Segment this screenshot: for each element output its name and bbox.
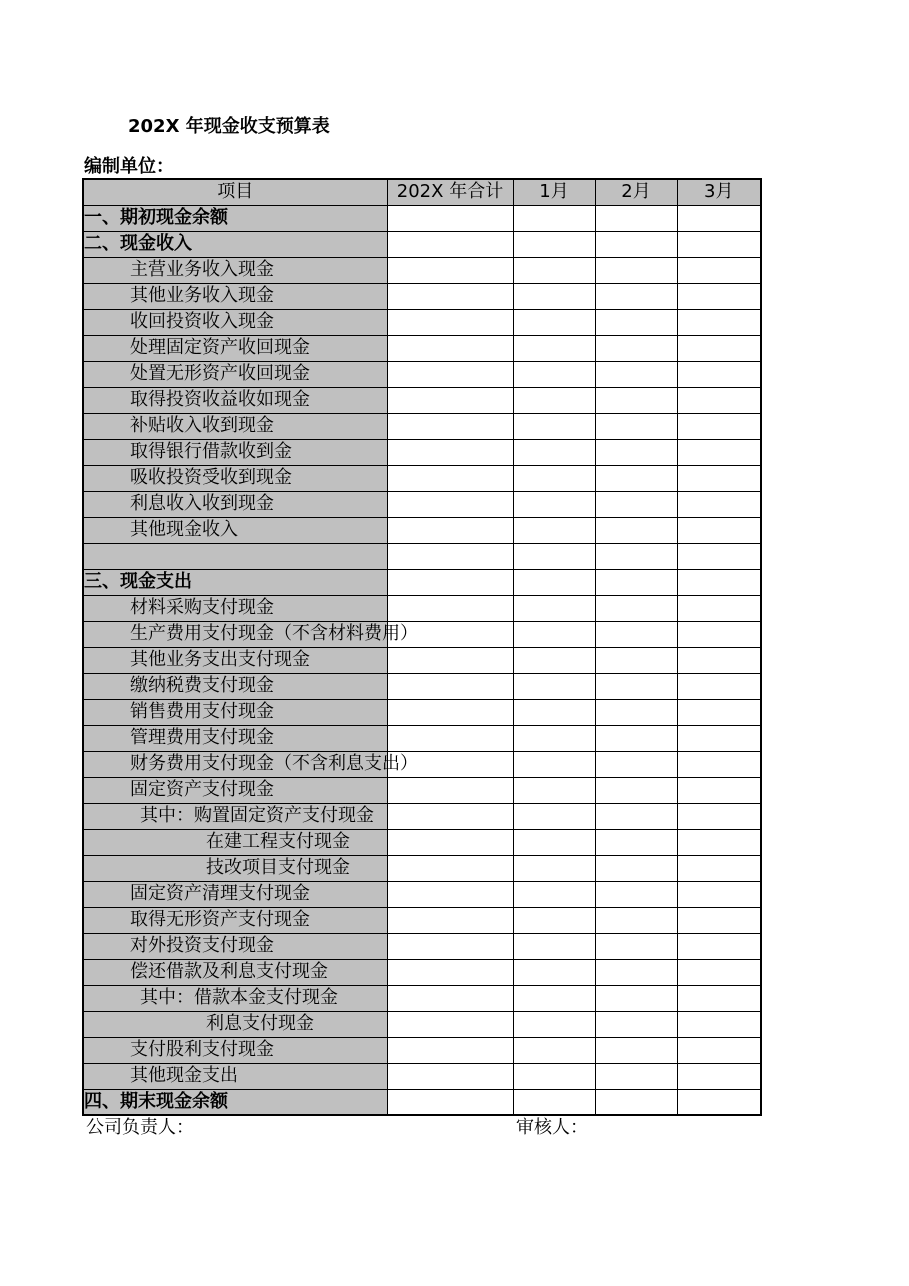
month-3-cell[interactable] [677,387,761,413]
annual-total-cell[interactable] [387,205,513,231]
annual-total-cell[interactable] [387,309,513,335]
month-1-cell[interactable] [513,855,595,881]
row-label: 利息支付现金 [83,1011,387,1037]
month-3-cell[interactable] [677,465,761,491]
month-1-cell[interactable] [513,205,595,231]
month-3-cell[interactable] [677,231,761,257]
prepared-by-label: 编制单位： [84,156,174,177]
annual-total-cell[interactable] [387,1063,513,1089]
row-label: 三、现金支出 [83,569,387,595]
month-1-cell[interactable] [513,881,595,907]
month-1-cell[interactable] [513,413,595,439]
month-1-cell[interactable] [513,803,595,829]
row-label: 技改项目支付现金 [83,855,387,881]
row-label: 支付股利支付现金 [83,1037,387,1063]
month-1-cell[interactable] [513,569,595,595]
month-3-cell[interactable] [677,985,761,1011]
table-row [83,309,761,335]
table-row [83,361,761,387]
month-2-cell[interactable] [595,959,677,985]
annual-total-cell[interactable] [387,491,513,517]
row-label: 生产费用支付现金（不含材料费用） [83,621,387,647]
month-2-cell[interactable] [595,283,677,309]
table-row [83,1037,761,1063]
row-label: 取得投资收益收如现金 [83,387,387,413]
month-2-cell[interactable] [595,829,677,855]
annual-total-cell[interactable] [387,855,513,881]
table-row [83,1011,761,1037]
row-label: 财务费用支付现金（不含利息支出） [83,751,387,777]
column-header-month-1: 1月 [513,179,595,205]
row-label: 补贴收入收到现金 [83,413,387,439]
annual-total-cell[interactable] [387,959,513,985]
row-label: 其中：借款本金支付现金 [83,985,387,1011]
month-3-cell[interactable] [677,491,761,517]
month-2-cell[interactable] [595,361,677,387]
table-row [83,673,761,699]
month-2-cell[interactable] [595,413,677,439]
month-1-cell[interactable] [513,829,595,855]
annual-total-cell[interactable] [387,387,513,413]
table-row [83,699,761,725]
page-title: 202X 年现金收支预算表 [128,116,330,137]
annual-total-cell[interactable] [387,699,513,725]
annual-total-cell[interactable] [387,413,513,439]
month-1-cell[interactable] [513,647,595,673]
row-label: 四、期末现金余额 [83,1089,387,1115]
table-header-row [83,179,761,205]
annual-total-cell[interactable] [387,361,513,387]
month-1-cell[interactable] [513,621,595,647]
month-3-cell[interactable] [677,907,761,933]
row-label: 在建工程支付现金 [83,829,387,855]
table-row [83,881,761,907]
month-2-cell[interactable] [595,1037,677,1063]
column-header-month-3: 3月 [677,179,761,205]
month-1-cell[interactable] [513,257,595,283]
month-1-cell[interactable] [513,1063,595,1089]
month-2-cell[interactable] [595,205,677,231]
month-3-cell[interactable] [677,205,761,231]
row-label-empty [83,543,387,569]
month-3-cell[interactable] [677,257,761,283]
table-row [83,985,761,1011]
month-1-cell[interactable] [513,439,595,465]
month-2-cell[interactable] [595,595,677,621]
month-1-cell[interactable] [513,725,595,751]
table-row [83,829,761,855]
row-label: 管理费用支付现金 [83,725,387,751]
table-row [83,439,761,465]
month-3-cell[interactable] [677,595,761,621]
annual-total-cell[interactable] [387,595,513,621]
table-row [83,1063,761,1089]
month-2-cell[interactable] [595,543,677,569]
month-2-cell[interactable] [595,933,677,959]
row-label: 取得银行借款收到金 [83,439,387,465]
annual-total-cell[interactable] [387,1089,513,1115]
table-row [83,283,761,309]
table-row [83,595,761,621]
annual-total-cell[interactable] [387,647,513,673]
month-3-cell[interactable] [677,335,761,361]
month-1-cell[interactable] [513,933,595,959]
annual-total-cell[interactable] [387,543,513,569]
row-label: 其他业务收入现金 [83,283,387,309]
month-3-cell[interactable] [677,829,761,855]
table-row [83,907,761,933]
annual-total-cell[interactable] [387,257,513,283]
month-3-cell[interactable] [677,647,761,673]
annual-total-cell[interactable] [387,517,513,543]
month-2-cell[interactable] [595,309,677,335]
month-1-cell[interactable] [513,595,595,621]
month-2-cell[interactable] [595,1063,677,1089]
month-1-cell[interactable] [513,751,595,777]
table-row [83,491,761,517]
month-2-cell[interactable] [595,647,677,673]
row-label: 一、期初现金余额 [83,205,387,231]
month-3-cell[interactable] [677,413,761,439]
month-2-cell[interactable] [595,231,677,257]
month-1-cell[interactable] [513,673,595,699]
month-1-cell[interactable] [513,231,595,257]
table-row [83,777,761,803]
month-1-cell[interactable] [513,543,595,569]
month-2-cell[interactable] [595,621,677,647]
annual-total-cell[interactable] [387,465,513,491]
month-2-cell[interactable] [595,439,677,465]
month-3-cell[interactable] [677,309,761,335]
row-label: 吸收投资受收到现金 [83,465,387,491]
table-row [83,257,761,283]
month-3-cell[interactable] [677,1089,761,1115]
month-2-cell[interactable] [595,673,677,699]
row-label: 利息收入收到现金 [83,491,387,517]
month-1-cell[interactable] [513,361,595,387]
table-row [83,959,761,985]
month-3-cell[interactable] [677,751,761,777]
row-label: 材料采购支付现金 [83,595,387,621]
month-3-cell[interactable] [677,725,761,751]
month-3-cell[interactable] [677,1037,761,1063]
row-label: 其他业务支出支付现金 [83,647,387,673]
month-1-cell[interactable] [513,283,595,309]
month-2-cell[interactable] [595,257,677,283]
table-row [83,569,761,595]
month-2-cell[interactable] [595,985,677,1011]
annual-total-cell[interactable] [387,725,513,751]
month-2-cell[interactable] [595,777,677,803]
month-3-cell[interactable] [677,569,761,595]
cash-budget-table [82,178,762,1116]
row-label: 其中：购置固定资产支付现金 [83,803,387,829]
column-header-item: 项目 [83,179,387,205]
month-2-cell[interactable] [595,335,677,361]
month-2-cell[interactable] [595,699,677,725]
row-label: 其他现金收入 [83,517,387,543]
column-header-month-2: 2月 [595,179,677,205]
month-2-cell[interactable] [595,725,677,751]
annual-total-cell[interactable] [387,1037,513,1063]
table-row [83,855,761,881]
month-1-cell[interactable] [513,907,595,933]
annual-total-cell[interactable] [387,439,513,465]
annual-total-cell[interactable] [387,881,513,907]
month-2-cell[interactable] [595,1089,677,1115]
month-2-cell[interactable] [595,1011,677,1037]
annual-total-cell[interactable] [387,777,513,803]
month-2-cell[interactable] [595,751,677,777]
column-header-annual-total: 202X 年合计 [387,179,513,205]
table-row [83,803,761,829]
month-2-cell[interactable] [595,881,677,907]
annual-total-cell[interactable] [387,673,513,699]
annual-total-cell[interactable] [387,933,513,959]
row-label: 二、现金收入 [83,231,387,257]
month-1-cell[interactable] [513,777,595,803]
month-1-cell[interactable] [513,465,595,491]
month-1-cell[interactable] [513,1011,595,1037]
month-3-cell[interactable] [677,1011,761,1037]
month-1-cell[interactable] [513,1037,595,1063]
table-row [83,465,761,491]
row-label: 收回投资收入现金 [83,309,387,335]
annual-total-cell[interactable] [387,1011,513,1037]
table-row [83,517,761,543]
table-row [83,335,761,361]
table-row [83,413,761,439]
row-label: 其他现金支出 [83,1063,387,1089]
month-3-cell[interactable] [677,777,761,803]
month-3-cell[interactable] [677,959,761,985]
annual-total-cell[interactable] [387,803,513,829]
month-3-cell[interactable] [677,933,761,959]
month-2-cell[interactable] [595,907,677,933]
annual-total-cell[interactable] [387,335,513,361]
month-2-cell[interactable] [595,569,677,595]
month-3-cell[interactable] [677,517,761,543]
month-1-cell[interactable] [513,699,595,725]
month-1-cell[interactable] [513,985,595,1011]
annual-total-cell[interactable] [387,829,513,855]
month-2-cell[interactable] [595,855,677,881]
table-row [83,725,761,751]
table-row [83,387,761,413]
month-3-cell[interactable] [677,881,761,907]
month-3-cell[interactable] [677,283,761,309]
annual-total-cell[interactable] [387,569,513,595]
table-row [83,231,761,257]
month-1-cell[interactable] [513,309,595,335]
month-1-cell[interactable] [513,387,595,413]
row-label: 偿还借款及利息支付现金 [83,959,387,985]
table-row [83,933,761,959]
annual-total-cell[interactable] [387,283,513,309]
month-3-cell[interactable] [677,673,761,699]
row-label: 固定资产支付现金 [83,777,387,803]
month-3-cell[interactable] [677,855,761,881]
month-3-cell[interactable] [677,543,761,569]
row-label: 处理固定资产收回现金 [83,335,387,361]
month-3-cell[interactable] [677,699,761,725]
row-label: 主营业务收入现金 [83,257,387,283]
row-label: 销售费用支付现金 [83,699,387,725]
row-label: 缴纳税费支付现金 [83,673,387,699]
reviewer-signature-label: 审核人： [516,1117,588,1138]
month-2-cell[interactable] [595,465,677,491]
month-1-cell[interactable] [513,517,595,543]
annual-total-cell[interactable] [387,231,513,257]
row-label: 对外投资支付现金 [83,933,387,959]
month-2-cell[interactable] [595,387,677,413]
month-3-cell[interactable] [677,1063,761,1089]
table-row [83,751,761,777]
month-3-cell[interactable] [677,621,761,647]
annual-total-cell[interactable] [387,907,513,933]
month-1-cell[interactable] [513,1089,595,1115]
month-3-cell[interactable] [677,439,761,465]
row-label: 处置无形资产收回现金 [83,361,387,387]
row-label: 固定资产清理支付现金 [83,881,387,907]
table-row [83,647,761,673]
month-3-cell[interactable] [677,803,761,829]
table-row [83,205,761,231]
month-1-cell[interactable] [513,959,595,985]
month-1-cell[interactable] [513,335,595,361]
table-row [83,1089,761,1115]
month-2-cell[interactable] [595,517,677,543]
annual-total-cell[interactable] [387,985,513,1011]
month-2-cell[interactable] [595,803,677,829]
month-1-cell[interactable] [513,491,595,517]
month-3-cell[interactable] [677,361,761,387]
table-row [83,621,761,647]
month-2-cell[interactable] [595,491,677,517]
table-row [83,543,761,569]
row-label: 取得无形资产支付现金 [83,907,387,933]
company-head-signature-label: 公司负责人： [86,1117,194,1138]
